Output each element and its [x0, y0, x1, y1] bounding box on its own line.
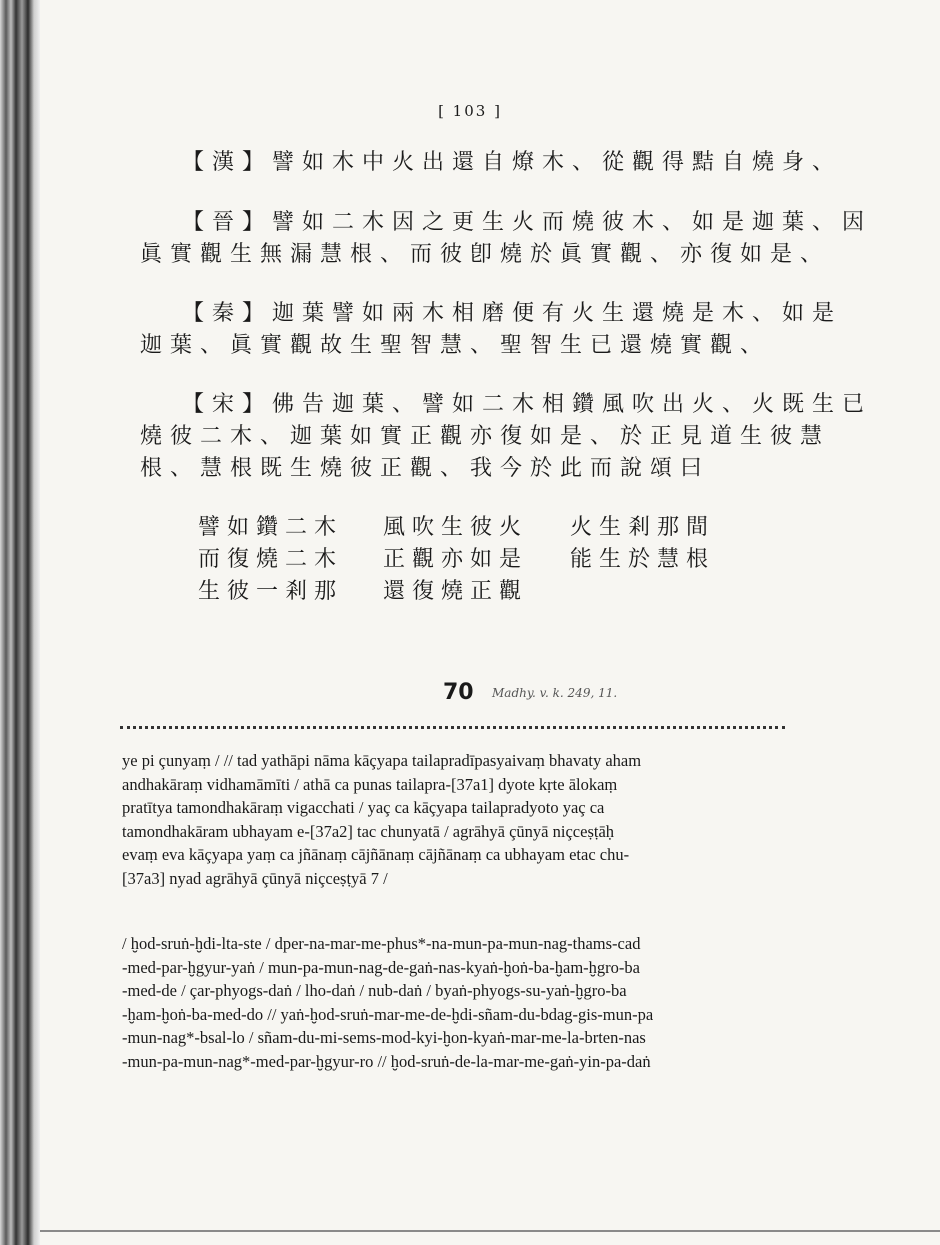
- chinese-section-han: [140, 147, 843, 179]
- tibetan-line: / ḫod-sruṅ-ḫdi-lta-ste / dper-na-mar-me-phus*-na-mun-pa-mun-nag-thams-cad: [122, 934, 641, 953]
- verse-line: 火生剎那間: [570, 515, 716, 540]
- tibetan-line: -med-par-ḫgyur-yaṅ / mun-pa-mun-nag-de-gaṅ-nas-kyaṅ-ḫoṅ-ba-ḫam-ḫgro-ba: [122, 957, 640, 977]
- verse-line: 風吹生彼火: [383, 515, 529, 540]
- chinese-section-qin: [140, 298, 843, 362]
- chinese-line: 眞實觀生無漏慧根、而彼卽燒於眞實觀、亦復如是、: [140, 242, 831, 267]
- verse-line: 能生於慧根: [570, 547, 716, 572]
- verse-line: 而復燒二木: [198, 547, 344, 572]
- sanskrit-line: ye pi çunyaṃ / // tad yathāpi nāma kāçyapa tailapradīpasyaivaṃ bhavaty aham: [122, 751, 642, 770]
- tibetan-line: -mun-pa-mun-nag*-med-par-ḫgyur-ro // ḫod-sruṅ-de-la-mar-me-gaṅ-yin-pa-daṅ: [122, 1051, 651, 1071]
- chinese-line: 根、慧根既生燒彼正觀、我今於此而說頌曰: [140, 456, 711, 481]
- chinese-line: 【漢】譬如木中火出還自燎木、從觀得黠自燒身、: [182, 150, 843, 175]
- sanskrit-line: tamondhakāram ubhayam e-[37a2] tac chunyatā / agrāhyā çūnyā niçceṣṭāḥ: [122, 821, 615, 841]
- chinese-section-song: [140, 389, 873, 485]
- chinese-line: 【晉】譬如二木因之更生火而燒彼木、如是迦葉、因: [182, 210, 873, 235]
- verse-line: 正觀亦如是: [383, 547, 529, 572]
- chinese-line: 迦葉、眞實觀故生聖智慧、聖智生已還燒實觀、: [140, 333, 771, 358]
- sanskrit-line: evaṃ eva kāçyapa yaṃ ca jñānaṃ cājñānaṃ cājñānaṃ ca ubhayam etac chu-: [122, 845, 630, 865]
- verse-column: [198, 512, 343, 608]
- handwritten-note: Madhy. v. k. 249, 11.: [492, 686, 618, 700]
- bottom-edge-rule: [40, 1230, 940, 1232]
- verse-line: 譬如鑽二木: [198, 515, 344, 540]
- sanskrit-line: andhakāraṃ vidhamāmīti / athā ca punas tailapra-[37a1] dyote kṛte ālokaṃ: [122, 774, 618, 794]
- sanskrit-text: [122, 749, 802, 891]
- tibetan-line: -med-de / çar-phyogs-daṅ / lho-daṅ / nub-daṅ / byaṅ-phyogs-su-yaṅ-ḫgro-ba: [122, 981, 627, 1001]
- verse-column: [383, 512, 528, 608]
- tibetan-line: -ḫam-ḫoṅ-ba-med-do // yaṅ-ḫod-sruṅ-mar-me-de-ḫdi-sñam-du-bdag-gis-mun-pa: [122, 1004, 654, 1024]
- verse-line: 還復燒正觀: [383, 579, 529, 604]
- chinese-section-jin: [140, 207, 873, 271]
- sanskrit-line: pratītya tamondhakāraṃ vigacchati / yaç ca kāçyapa tailapradyoto yaç ca: [122, 798, 605, 818]
- dotted-divider: [120, 726, 785, 729]
- verse-line: 生彼一剎那: [198, 579, 344, 604]
- tibetan-line: -mun-nag*-bsal-lo / sñam-du-mi-sems-mod-kyi-ḫon-kyaṅ-mar-me-la-brten-nas: [122, 1028, 646, 1048]
- section-number: 70: [443, 680, 474, 705]
- chinese-line: 燒彼二木、迦葉如實正觀亦復如是、於正見道生彼慧: [140, 424, 831, 449]
- book-binding: [0, 0, 40, 1245]
- tibetan-text: [122, 932, 802, 1074]
- page-number: [ 103 ]: [438, 102, 502, 120]
- chinese-line: 【宋】佛告迦葉、譬如二木相鑽風吹出火、火既生已: [182, 392, 873, 417]
- sanskrit-line: [37a3] nyad agrāhyā çūnyā niçceṣṭyā 7 /: [122, 868, 388, 888]
- chinese-line: 【秦】迦葉譬如兩木相磨便有火生還燒是木、如是: [182, 301, 843, 326]
- verse-column: [570, 512, 715, 576]
